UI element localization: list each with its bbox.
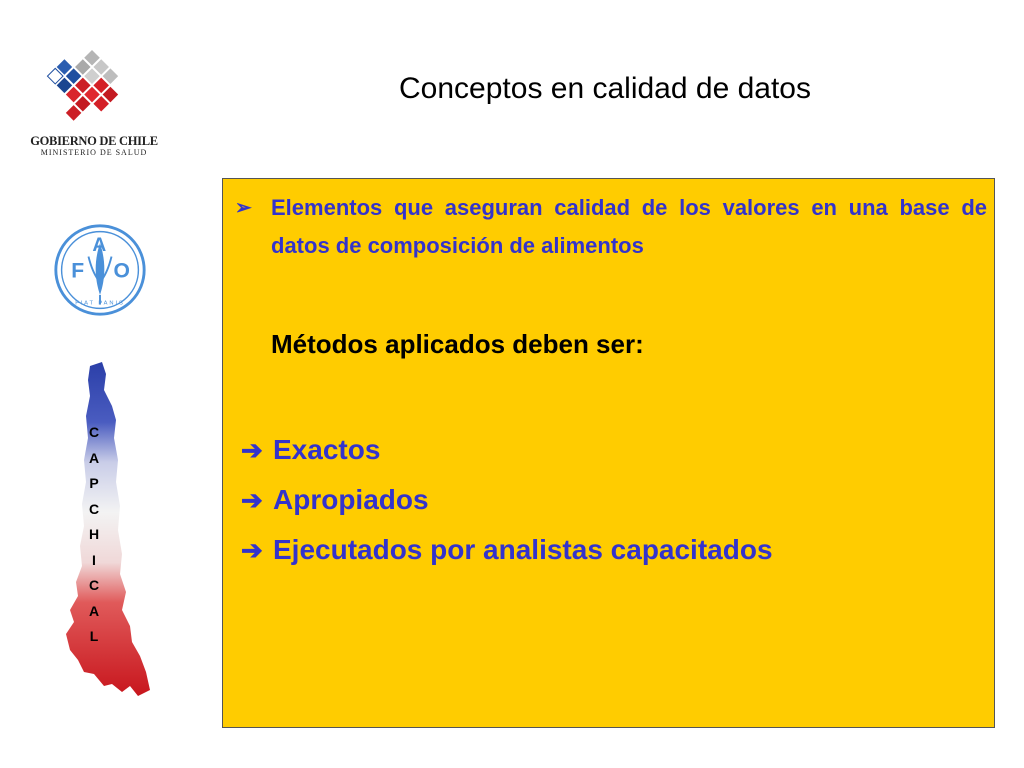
fao-motto: FIAT PANIS bbox=[75, 300, 125, 307]
capchical-letter: C bbox=[88, 500, 100, 517]
fao-letter-o: O bbox=[113, 259, 130, 283]
fao-logo bbox=[52, 222, 148, 318]
methods-subheading: Métodos aplicados deben ser: bbox=[271, 329, 644, 359]
capchical-letter: H bbox=[88, 526, 100, 542]
fao-letter-f: F bbox=[71, 259, 85, 283]
right-arrow-icon: ➔ bbox=[241, 434, 263, 465]
capchical-letter: C bbox=[88, 577, 100, 593]
list-item bbox=[241, 475, 773, 525]
capchical-letter: A bbox=[88, 602, 100, 619]
list-item bbox=[241, 425, 773, 475]
right-arrow-icon: ➔ bbox=[241, 484, 263, 515]
bullet-point bbox=[235, 189, 987, 265]
fao-letter-a: A bbox=[92, 234, 107, 256]
chile-map-graphic bbox=[60, 360, 156, 710]
methods-list bbox=[241, 425, 773, 575]
capchical-letter: L bbox=[89, 628, 99, 644]
list-item bbox=[241, 525, 773, 575]
ministerio-name: MINISTERIO DE SALUD bbox=[40, 148, 148, 157]
list-item-label: Apropiados bbox=[273, 484, 429, 515]
gobierno-logo-text bbox=[24, 134, 164, 157]
bullet-arrow-icon: ➢ bbox=[235, 197, 252, 219]
right-arrow-icon: ➔ bbox=[241, 534, 263, 565]
capchical-vertical-label bbox=[80, 420, 108, 650]
capchical-letter: A bbox=[88, 449, 100, 466]
bullet-text: Elementos que aseguran calidad de los valores en una base de datos de composición de alimentos bbox=[271, 195, 987, 258]
gobierno-name: GOBIERNO DE CHILE bbox=[30, 134, 158, 148]
content-panel bbox=[222, 178, 995, 728]
list-item-label: Exactos bbox=[273, 434, 381, 465]
capchical-letter: C bbox=[88, 424, 100, 440]
slide-title: Conceptos en calidad de datos bbox=[399, 72, 811, 105]
capchical-letter: P bbox=[89, 475, 99, 491]
capchical-letter: I bbox=[92, 551, 96, 568]
list-item-label: Ejecutados por analistas capacitados bbox=[273, 534, 773, 565]
